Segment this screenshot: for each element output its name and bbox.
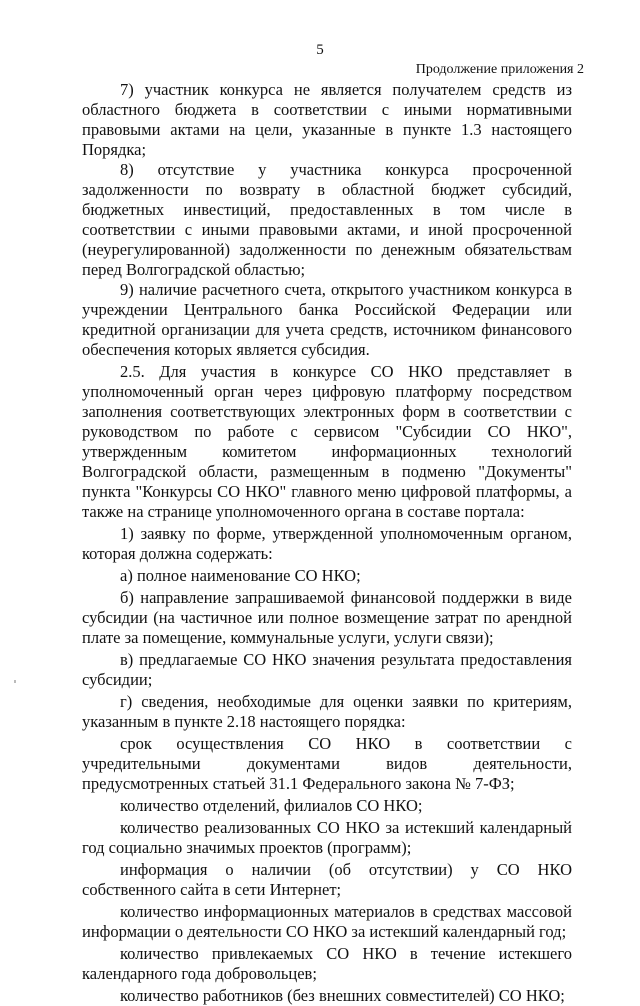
paragraph-application: 1) заявку по форме, утвержденной уполномоченным органом, которая должна содержать: (82, 524, 572, 563)
criterion-employees: количество работников (без внешних совместителей) СО НКО; (120, 986, 565, 1005)
scan-mark (14, 680, 16, 683)
paragraph-item-7: 7) участник конкурса не является получателем средств из областного бюджета в соответствии с иными нормативными правовыми актами на цели, указанные в пункте 1.3 настоящего Порядка; (82, 80, 572, 159)
document-body (82, 80, 572, 1006)
criterion-branches: количество отделений, филиалов СО НКО; (120, 796, 423, 815)
criterion-projects: количество реализованных СО НКО за истекший календарный год социально значимых проектов (программ); (82, 818, 572, 857)
paragraph-g: г) сведения, необходимые для оценки заявки по критериям, указанным в пункте 2.18 настоящего порядка: (82, 692, 572, 731)
continuation-label: Продолжение приложения 2 (415, 62, 584, 77)
paragraph-v: в) предлагаемые СО НКО значения результата предоставления субсидии; (82, 650, 572, 689)
criterion-term: срок осуществления СО НКО в соответствии с учредительными документами видов деятельности, предусмотренных статьей 31.1 Федерального закона № 7-ФЗ; (82, 734, 572, 793)
page-number: 5 (316, 42, 324, 58)
paragraph-2-5: 2.5. Для участия в конкурсе СО НКО представляет в уполномоченный орган через цифровую платформу посредством заполнения соответствующих электронных форм в соответствии с руководством по работе с сервисом "Субсидии СО НКО", утвержденным комитетом информационных технологий Волгоградской области, размещенным в подменю "Документы" пункта "Конкурсы СО НКО" главного меню цифровой платформы, а также на странице уполномоченного органа в составе портала: (82, 362, 572, 521)
criterion-website: информация о наличии (об отсутствии) у СО НКО собственного сайта в сети Интернет; (82, 860, 572, 899)
criterion-media: количество информационных материалов в средствах массовой информации о деятельности СО НКО за истекший календарный год; (82, 902, 572, 941)
paragraph-a: а) полное наименование СО НКО; (120, 566, 361, 585)
paragraph-b: б) направление запрашиваемой финансовой поддержки в виде субсидии (на частичное или полное возмещение затрат по арендной плате за помещение, коммунальные услуги, услуги связи); (82, 588, 572, 647)
criterion-volunteers: количество привлекаемых СО НКО в течение истекшего календарного года добровольцев; (82, 944, 572, 983)
paragraph-item-9: 9) наличие расчетного счета, открытого участником конкурса в учреждении Центрального банка Российской Федерации или кредитной организации для учета средств, источником финансового обеспечения которых является субсидия. (82, 280, 572, 359)
paragraph-item-8: 8) отсутствие у участника конкурса просроченной задолженности по возврату в областной бюджет субсидий, бюджетных инвестиций, предоставленных в том числе в соответствии с иными правовыми актами, и иной просроченной (неурегулированной) задолженности по денежным обязательствам перед Волгоградской областью; (82, 160, 572, 279)
